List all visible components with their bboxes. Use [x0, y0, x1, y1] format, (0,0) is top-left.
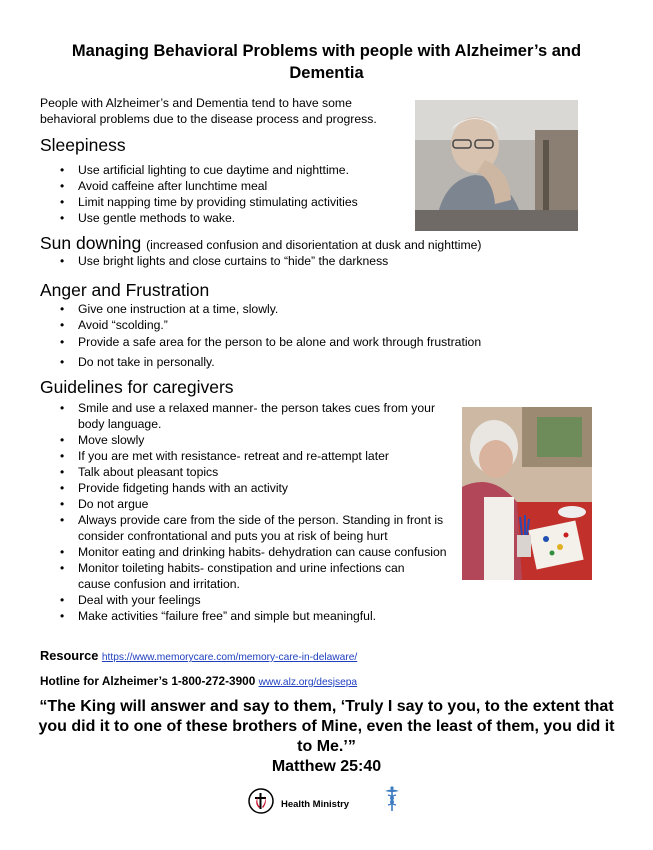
resource-label: Resource	[40, 648, 99, 663]
list-item: • Avoid caffeine after lunchtime meal	[40, 178, 358, 194]
list-item: • Monitor eating and drinking habits- dehydration can cause confusion	[40, 544, 460, 560]
elderly-man-photo	[415, 100, 578, 231]
list-item: • Deal with your feelings	[40, 592, 460, 608]
caregivers-heading: Guidelines for caregivers	[40, 377, 234, 397]
list-item: • Use gentle methods to wake.	[40, 210, 358, 226]
list-item: • Use artificial lighting to cue daytime and nighttime.	[40, 162, 358, 178]
elderly-woman-painting-photo	[462, 407, 592, 580]
resource-link[interactable]: https://www.memorycare.com/memory-care-in-delaware/	[101, 652, 358, 663]
hotline-link[interactable]: www.alz.org/desjsepa	[258, 677, 358, 688]
sundowning-heading-text: Sun downing	[40, 233, 142, 253]
anger-list	[40, 301, 481, 370]
footer	[248, 786, 408, 814]
list-item: • Use bright lights and close curtains to “hide” the darkness	[40, 253, 388, 269]
list-item: • Make activities “failure free” and simple but meaningful.	[40, 608, 460, 624]
anger-heading: Anger and Frustration	[40, 280, 210, 300]
list-item: • Avoid “scolding.”	[40, 317, 481, 333]
list-item: • Limit napping time by providing stimulating activities	[40, 194, 358, 210]
list-item: • Monitor toileting habits- constipation and urine infections can cause confusion and irritation.	[40, 560, 423, 592]
list-item: • If you are met with resistance- retreat and re-attempt later	[40, 448, 460, 464]
list-item: • Do not argue	[40, 496, 460, 512]
list-item: • Always provide care from the side of the person. Standing in front is consider confrontational and puts you at risk of being hurt	[40, 512, 460, 544]
resource-line	[40, 648, 357, 663]
list-item: • Do not take in personally.	[40, 354, 481, 370]
caduceus-icon	[384, 786, 400, 817]
list-item: • Provide fidgeting hands with an activity	[40, 480, 460, 496]
list-item: • Talk about pleasant topics	[40, 464, 460, 480]
list-item: • Provide a safe area for the person to be alone and work through frustration	[40, 334, 481, 350]
list-item: • Give one instruction at a time, slowly.	[40, 301, 481, 317]
page-title: Managing Behavioral Problems with people with Alzheimer’s and Dementia	[71, 42, 582, 82]
quote-citation: Matthew 25:40	[271, 758, 382, 775]
sundowning-note: (increased confusion and disorientation at dusk and nighttime)	[146, 238, 482, 252]
scripture-quote	[30, 697, 623, 777]
list-item: • Move slowly	[40, 432, 460, 448]
health-ministry-label: Health Ministry	[281, 799, 350, 810]
hotline-label: Hotline for Alzheimer’s 1-800-272-3900	[40, 674, 256, 688]
intro-paragraph: People with Alzheimer’s and Dementia tend to have some behavioral problems due to the disease process and progress.	[40, 96, 377, 126]
sleepiness-list	[40, 162, 358, 226]
quote-text: “The King will answer and say to them, ‘Truly I say to you, to the extent that you did it to one of these brothers of Mine, even the least of them, you did it to Me.’”	[38, 698, 615, 755]
list-item: • Smile and use a relaxed manner- the person takes cues from your body language.	[40, 400, 460, 432]
hotline-line	[40, 674, 357, 688]
caregivers-list	[40, 400, 460, 624]
sundowning-heading	[40, 233, 481, 255]
cross-and-flame-icon	[248, 788, 274, 819]
sleepiness-heading: Sleepiness	[40, 135, 126, 155]
sundowning-list	[40, 253, 388, 269]
